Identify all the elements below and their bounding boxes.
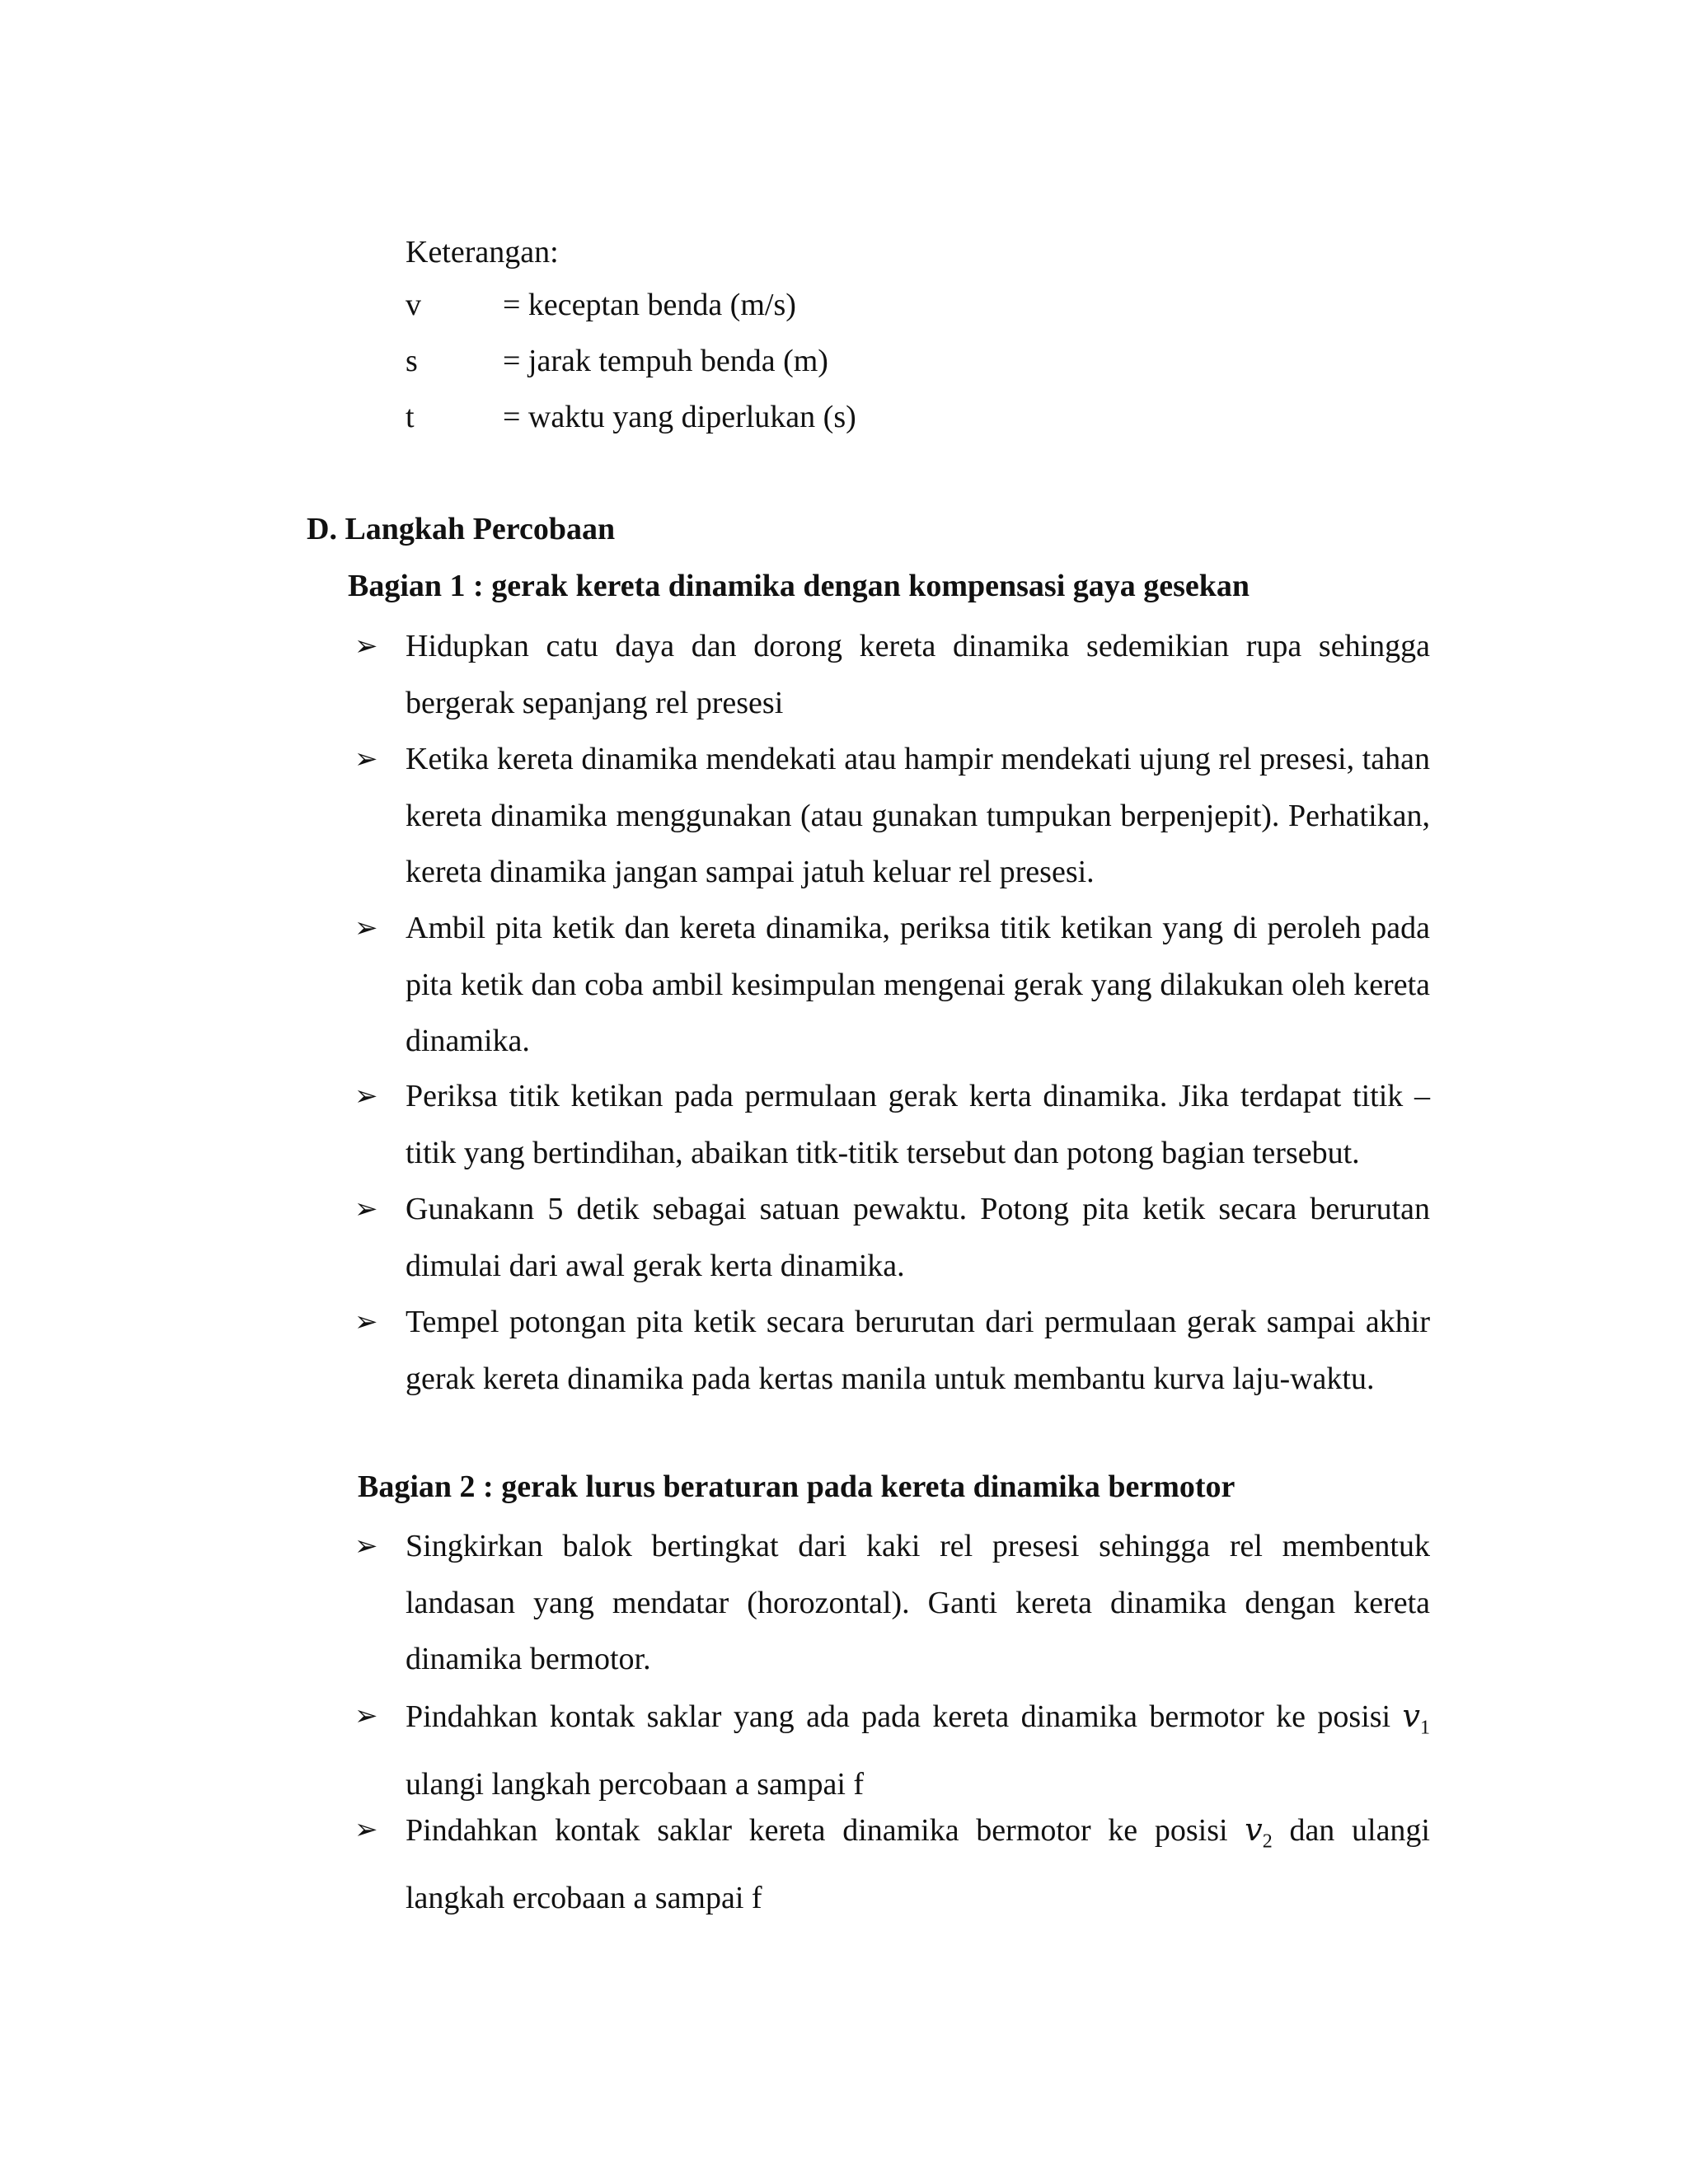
step-text: Periksa titik ketikan pada permulaan gerak kerta dinamika. Jika terdapat titik –titik yang bertindihan, abaikan titk-titik tersebut dan potong bagian tersebut. (406, 1079, 1430, 1170)
list-item (354, 1181, 1430, 1294)
arrow-bullet-icon: ➢ (354, 1530, 378, 1563)
list-item (354, 618, 1430, 731)
step-text (406, 1688, 1430, 1813)
keterangan-definition: = jarak tempuh benda (m) (503, 344, 828, 378)
keterangan-definition: = keceptan benda (m/s) (503, 288, 796, 322)
arrow-bullet-icon: ➢ (354, 1193, 378, 1226)
list-item (354, 731, 1430, 901)
list-item (354, 1688, 1430, 1813)
step-text-part: Pindahkan kontak saklar yang ada pada kereta dinamika bermotor ke posisi (406, 1699, 1391, 1734)
arrow-bullet-icon: ➢ (354, 1080, 378, 1113)
list-item (354, 900, 1430, 1070)
keterangan-symbol: t (406, 400, 415, 434)
velocity-symbol: v (1245, 1811, 1263, 1848)
arrow-bullet-icon: ➢ (354, 912, 378, 944)
step-text-part: Pindahkan kontak saklar kereta dinamika bermotor ke posisi (406, 1813, 1228, 1848)
arrow-bullet-icon: ➢ (354, 743, 378, 776)
step-text (406, 1802, 1430, 1927)
list-item (354, 1518, 1430, 1688)
step-text-part: ulangi langkah percobaan a sampai f (406, 1767, 865, 1802)
list-item (354, 1294, 1430, 1407)
step-text: Ambil pita ketik dan kereta dinamika, periksa titik ketikan yang di peroleh pada pita ketik dan coba ambil kesimpulan mengenai gerak yang dilakukan oleh kereta dinamika. (406, 911, 1430, 1058)
keterangan-symbol: v (406, 288, 421, 322)
velocity-subscript: 2 (1262, 1830, 1273, 1853)
step-text: Tempel potongan pita ketik secara berurutan dari permulaan gerak sampai akhir gerak kereta dinamika pada kertas manila untuk membantu kurva laju-waktu. (406, 1305, 1430, 1396)
list-item (354, 1802, 1430, 1927)
step-text: Singkirkan balok bertingkat dari kaki rel presesi sehingga rel membentuk landasan yang mendatar (horozontal). Ganti kereta dinamika dengan kereta dinamika bermotor. (406, 1529, 1430, 1676)
step-text: Hidupkan catu daya dan dorong kereta dinamika sedemikian rupa sehingga bergerak sepanjang rel presesi (406, 629, 1430, 720)
list-item (354, 1068, 1430, 1181)
step-text: Ketika kereta dinamika mendekati atau hampir mendekati ujung rel presesi, tahan kereta dinamika menggunakan (atau gunakan tumpukan berpenjepit). Perhatikan, kereta dinamika jangan sampai jatuh keluar rel presesi. (406, 742, 1430, 889)
arrow-bullet-icon: ➢ (354, 630, 378, 663)
part1-heading: Bagian 1 : gerak kereta dinamika dengan kompensasi gaya gesekan (348, 569, 1250, 603)
velocity-subscript: 1 (1420, 1717, 1430, 1739)
arrow-bullet-icon: ➢ (354, 1813, 378, 1846)
velocity-symbol: v (1402, 1698, 1420, 1734)
section-heading: D. Langkah Percobaan (307, 512, 616, 546)
keterangan-symbol: s (406, 344, 418, 378)
keterangan-title: Keterangan: (406, 235, 559, 269)
step-text-part: dan ulangi langkah ercobaan a sampai f (406, 1813, 1430, 1916)
keterangan-definition: = waktu yang diperlukan (s) (503, 400, 856, 434)
part2-heading: Bagian 2 : gerak lurus beraturan pada kereta dinamika bermotor (358, 1469, 1236, 1504)
arrow-bullet-icon: ➢ (354, 1305, 378, 1338)
arrow-bullet-icon: ➢ (354, 1699, 378, 1732)
step-text: Gunakann 5 detik sebagai satuan pewaktu. Potong pita ketik secara berurutan dimulai dari awal gerak kerta dinamika. (406, 1192, 1430, 1283)
